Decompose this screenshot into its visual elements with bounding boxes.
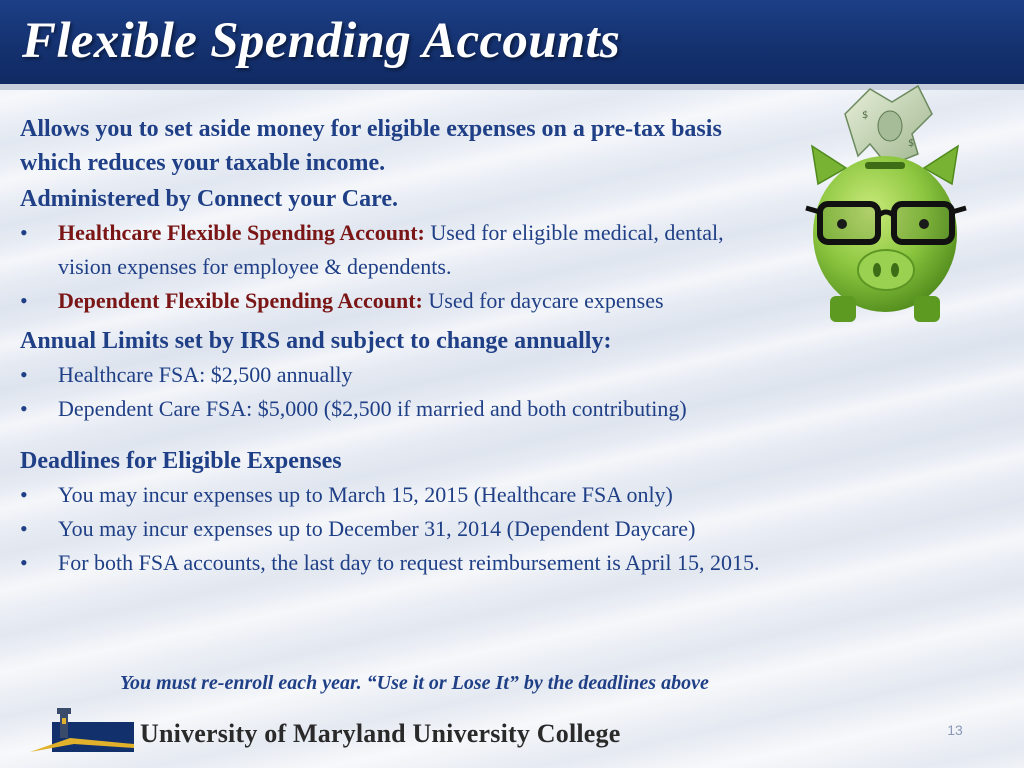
deadline-text: You may incur expenses up to March 15, 2015 (Healthcare FSA only) <box>58 482 673 507</box>
deadlines-list <box>20 478 960 580</box>
deadline-text: You may incur expenses up to December 31, 2014 (Dependent Daycare) <box>58 516 696 541</box>
bullet-icon: • <box>20 482 28 507</box>
slide-title: Flexible Spending Accounts <box>22 13 621 69</box>
list-item <box>20 284 740 318</box>
page-number: 13 <box>947 722 963 738</box>
limits-section <box>20 324 960 426</box>
footer <box>0 700 1024 768</box>
limit-text: Healthcare FSA: $2,500 annually <box>58 362 353 387</box>
title-bar <box>0 0 1024 84</box>
svg-text:$: $ <box>908 138 915 149</box>
bullet-icon: • <box>20 362 28 387</box>
limits-heading: Annual Limits set by IRS and subject to change annually: <box>20 328 612 354</box>
organization-name: University of Maryland University College <box>140 719 621 748</box>
deadlines-section <box>20 444 960 580</box>
deadlines-heading: Deadlines for Eligible Expenses <box>20 448 342 474</box>
list-item <box>20 512 960 546</box>
administered-section <box>20 182 960 318</box>
dependent-fsa-label: Dependent Flexible Spending Account: <box>58 288 423 313</box>
list-item <box>20 478 960 512</box>
bullet-icon: • <box>20 288 28 313</box>
list-item <box>20 358 960 392</box>
umuc-logo-icon <box>30 708 134 760</box>
closing-note: You must re-enroll each year. “Use it or Lose It” by the deadlines above <box>120 672 709 694</box>
bullet-icon: • <box>20 550 28 575</box>
list-item <box>20 392 960 426</box>
bullet-icon: • <box>20 396 28 421</box>
administered-heading: Administered by Connect your Care. <box>20 186 398 212</box>
administered-list <box>20 216 740 318</box>
list-item <box>20 216 740 284</box>
limit-text: Dependent Care FSA: $5,000 ($2,500 if married and both contributing) <box>58 396 687 421</box>
svg-text:$: $ <box>862 110 869 121</box>
list-item <box>20 546 960 580</box>
bullet-icon: • <box>20 516 28 541</box>
dependent-fsa-text: Used for daycare expenses <box>422 288 664 313</box>
bullet-icon: • <box>20 220 28 245</box>
limits-list <box>20 358 960 426</box>
deadline-text: For both FSA accounts, the last day to request reimbursement is April 15, 2015. <box>58 550 760 575</box>
healthcare-fsa-text: Used for eligible medical, dental, vision expenses for employee & dependents. <box>58 220 724 279</box>
slide-content <box>20 112 960 580</box>
healthcare-fsa-label: Healthcare Flexible Spending Account: <box>58 220 425 245</box>
intro-text: Allows you to set aside money for eligible expenses on a pre-tax basis which reduces your taxable income. <box>20 116 722 176</box>
